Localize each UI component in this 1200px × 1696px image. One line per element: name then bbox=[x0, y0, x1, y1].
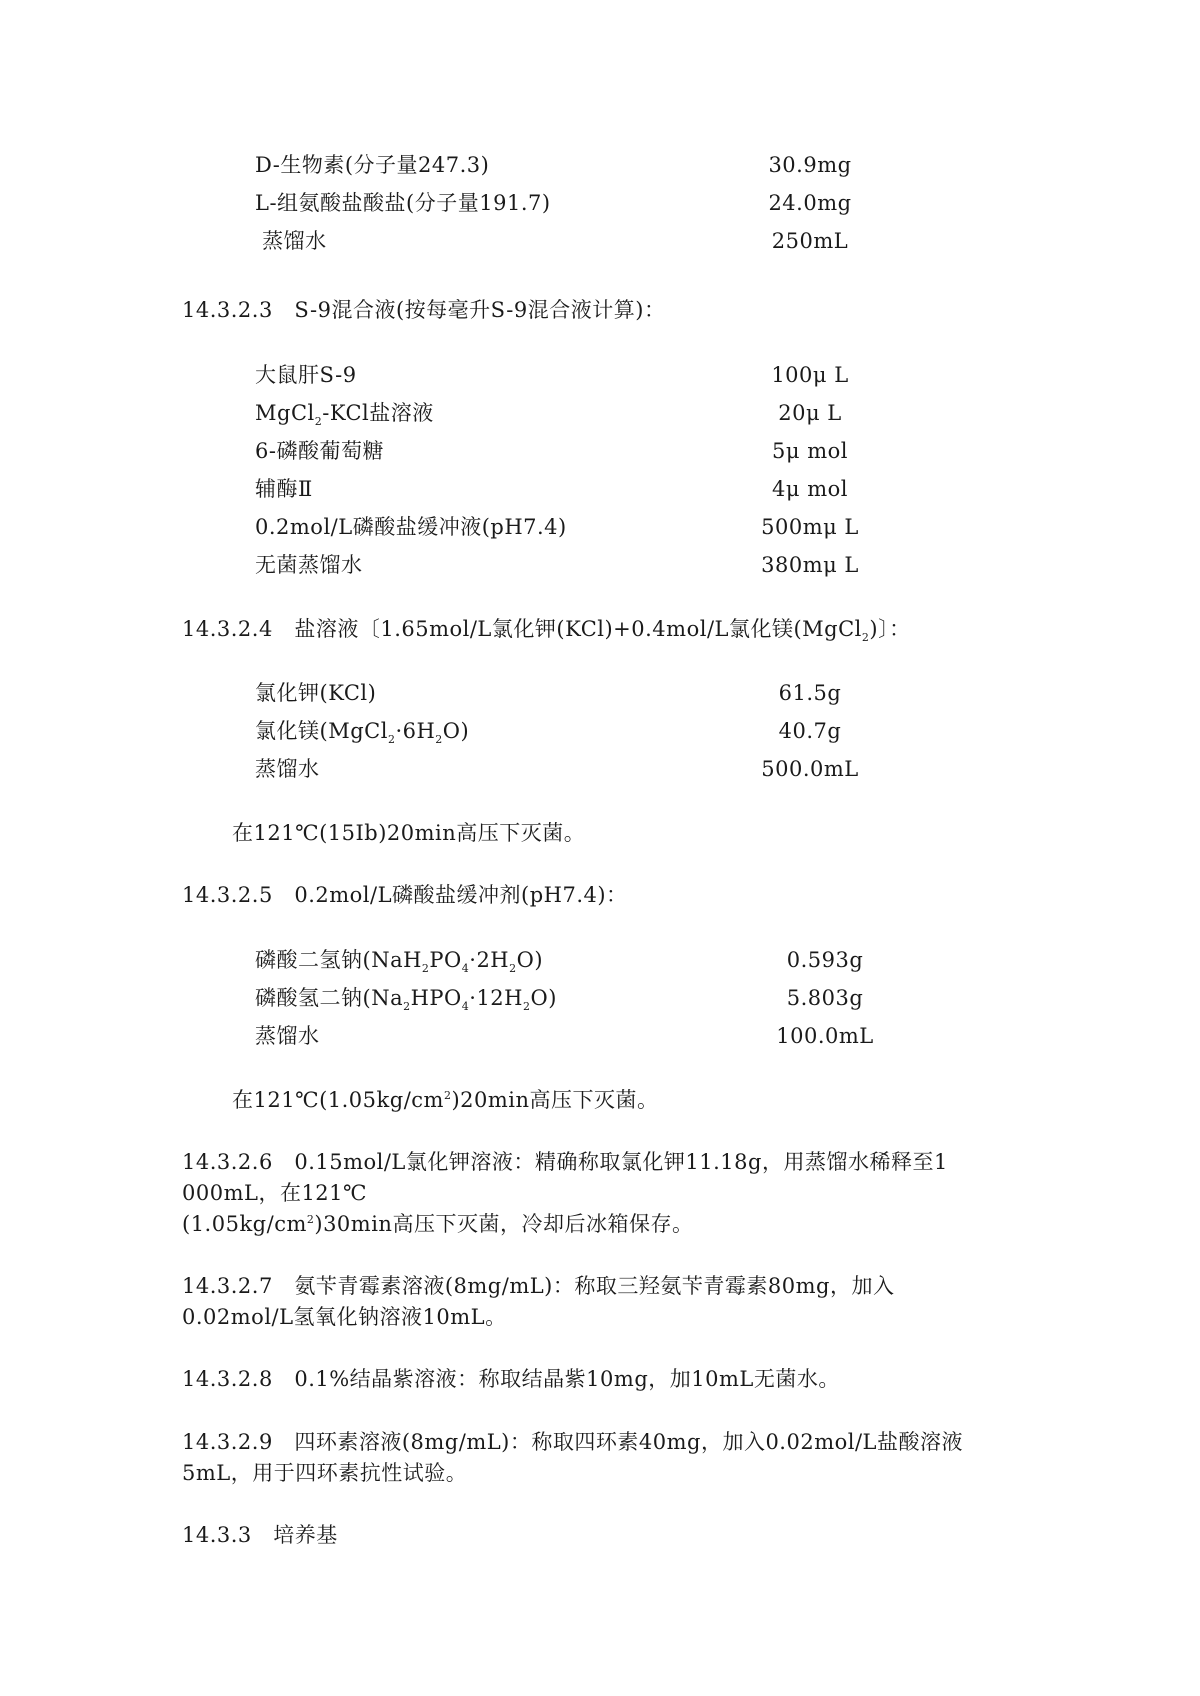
reagent-label: 辅酶Ⅱ bbox=[255, 477, 313, 501]
reagent-amount: 30.9mg bbox=[768, 153, 852, 177]
reagent-amount: 20μ L bbox=[778, 401, 842, 425]
reagent-amount: 24.0mg bbox=[768, 191, 852, 215]
reagent-label: 磷酸氢二钠$(Na_2HPO_4\cdot 12H_2O)$ bbox=[255, 986, 557, 1014]
section-heading: 14.3.2.5 0.2mol/L磷酸盐缓冲剂(pH7.4)： bbox=[182, 883, 628, 907]
reagent-amount: 380mμ L bbox=[761, 553, 859, 577]
paragraph: 14.3.2.9 四环素溶液(8mg/mL)：称取四环素40mg，加入0.02mol/L盐酸溶液 5mL，用于四环素抗性试验。 bbox=[182, 1430, 963, 1485]
reagent-label: 磷酸二氢钠$(NaH_2PO_4\cdot 2H_2O)$ bbox=[255, 948, 544, 976]
sterilization-note: 在121℃(15Ib)20min高压下灭菌。 bbox=[232, 821, 586, 845]
section-heading: 14.3.2.3 S-9混合液(按每毫升S-9混合液计算)： bbox=[182, 298, 666, 322]
reagent-label: 蒸馏水 bbox=[255, 757, 320, 781]
reagent-label: 0.2mol/L磷酸盐缓冲液(pH7.4) bbox=[255, 515, 567, 539]
reagent-label: 6-磷酸葡萄糖 bbox=[255, 439, 384, 463]
reagent-amount: 100μ L bbox=[771, 363, 849, 387]
reagent-amount: 4μ mol bbox=[772, 477, 848, 501]
reagent-label: L-组氨酸盐酸盐(分子量191.7) bbox=[255, 191, 551, 215]
paragraph: 14.3.2.8 0.1%结晶紫溶液：称取结晶紫10mg，加10mL无菌水。 bbox=[182, 1367, 840, 1391]
reagent-label: 大鼠肝S-9 bbox=[255, 363, 357, 387]
reagent-amount: 61.5g bbox=[778, 681, 842, 705]
paragraph: 14.3.2.7 氨苄青霉素溶液(8mg/mL)：称取三羟氨苄青霉素80mg，加入 0.02mol/L氢氧化钠溶液10mL。 bbox=[182, 1274, 895, 1329]
section-heading: 14.3.3 培养基 bbox=[182, 1523, 338, 1547]
paragraph-line: 14.3.2.6 0.15mol/L氯化钾溶液：精确称取氯化钾11.18g，用蒸馏水稀释至1 bbox=[182, 1150, 948, 1174]
reagent-amount: 100.0mL bbox=[776, 1024, 874, 1048]
reagent-amount: 500mμ L bbox=[761, 515, 859, 539]
reagent-label: 蒸馏水 bbox=[255, 229, 327, 253]
paragraph-line: $(1.05kg/cm^2)30\min$高压下灭菌，冷却后冰箱保存。 bbox=[182, 1212, 694, 1236]
reagent-label: 蒸馏水 bbox=[255, 1024, 320, 1048]
reagent-label: 无菌蒸馏水 bbox=[255, 553, 363, 577]
reagent-label: D-生物素(分子量247.3) bbox=[255, 153, 490, 177]
reagent-label: 氯化镁$(MgCl_2\cdot 6H_2O)$ bbox=[255, 719, 470, 747]
reagent-label: MgCl$_2$-KCl盐溶液 bbox=[255, 401, 434, 429]
reagent-amount: 0.593g bbox=[786, 948, 864, 972]
sterilization-note: 在$121℃(1.05kg/cm^2)20\min$高压下灭菌。 bbox=[232, 1088, 659, 1112]
reagent-label: 氯化钾(KCl) bbox=[255, 681, 377, 705]
reagent-amount: 250mL bbox=[771, 229, 849, 253]
section-heading: 14.3.2.4 盐溶液〔1.65mol/L氯化钾(KCl)+0.4mol/L氯化镁(MgCl$_2$)〕： bbox=[182, 617, 911, 645]
reagent-amount: 40.7g bbox=[778, 719, 842, 743]
reagent-amount: 500.0mL bbox=[761, 757, 859, 781]
reagent-amount: 5μ mol bbox=[772, 439, 848, 463]
paragraph-line: 000mL，在121℃ bbox=[182, 1181, 368, 1205]
reagent-amount: 5.803g bbox=[786, 986, 864, 1010]
